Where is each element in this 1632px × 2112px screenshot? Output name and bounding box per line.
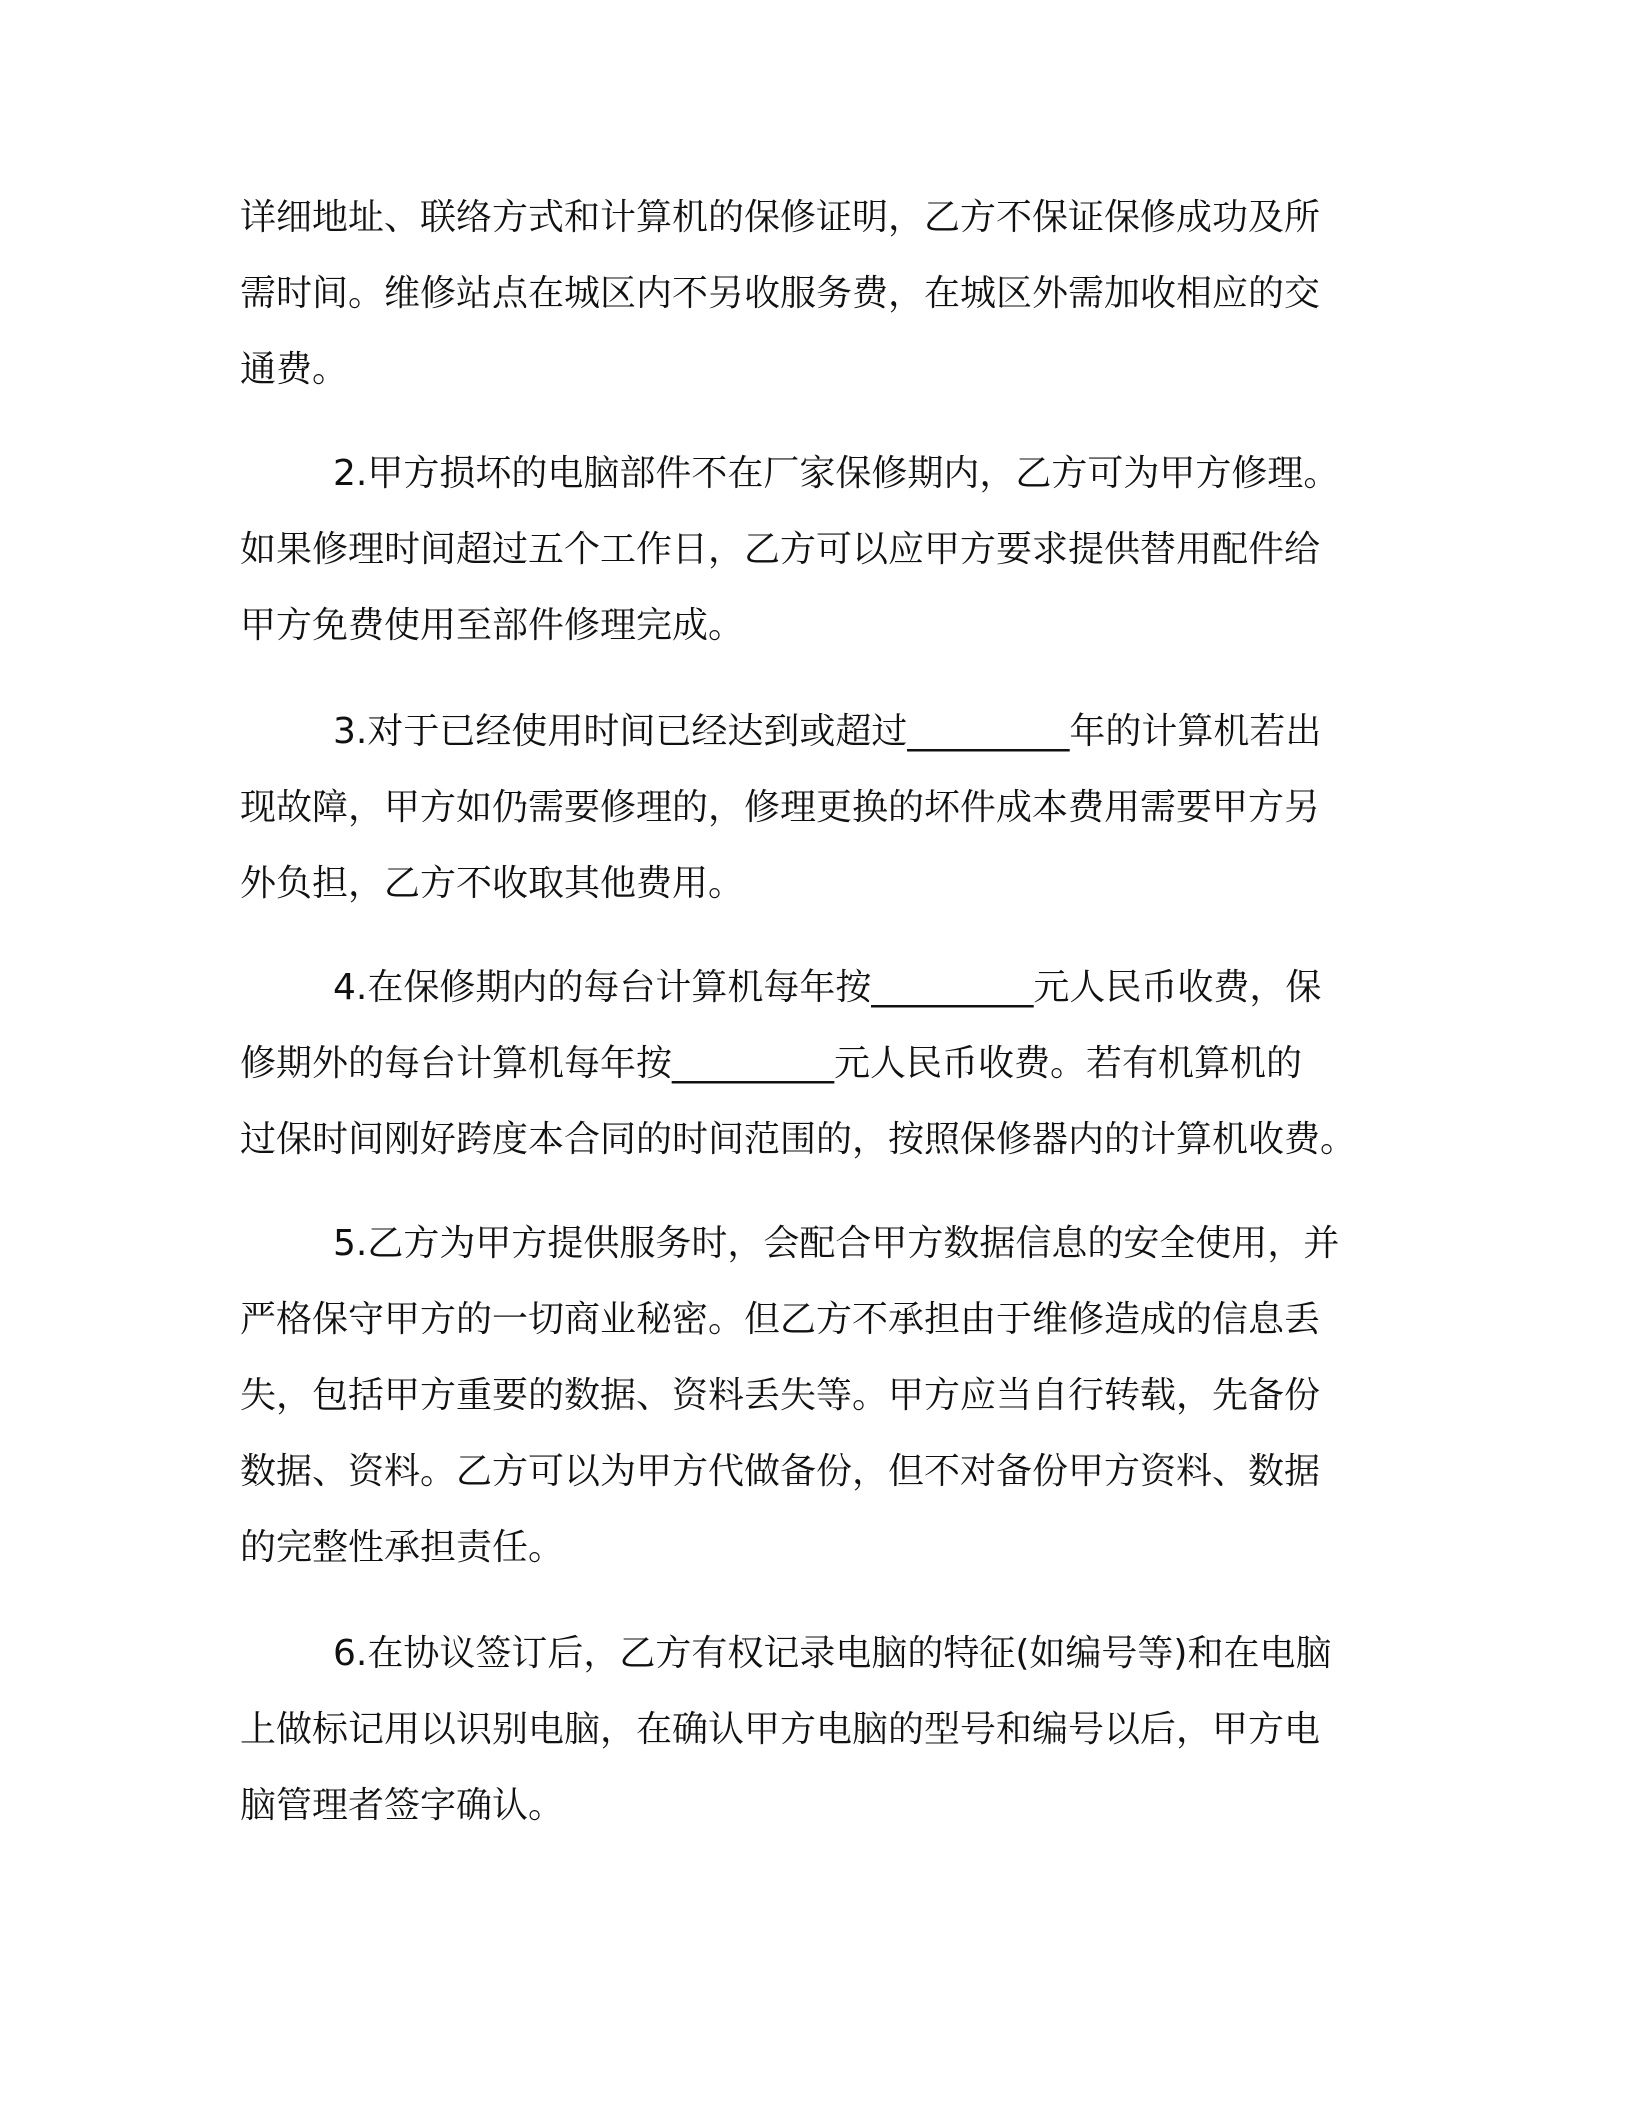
paragraph-5-line-4: 数据、资料。乙方可以为甲方代做备份，但不对备份甲方资料、数据 <box>240 1451 1321 1492</box>
paragraph-6-line-2: 上做标记用以识别电脑，在确认甲方电脑的型号和编号以后，甲方电 <box>240 1709 1321 1750</box>
paragraph-4-line-3: 过保时间刚好跨度本合同的时间范围的，按照保修器内的计算机收费。 <box>240 1119 1357 1160</box>
paragraph-5-line-1: 5.乙方为甲方提供服务时，会配合甲方数据信息的安全使用，并 <box>333 1223 1340 1264</box>
paragraph-4-line-1: 4.在保修期内的每台计算机每年按_________元人民币收费，保 <box>333 967 1322 1008</box>
paragraph-1-line-1: 详细地址、联络方式和计算机的保修证明，乙方不保证保修成功及所 <box>240 197 1321 238</box>
paragraph-4-line-2: 修期外的每台计算机每年按_________元人民币收费。若有机算机的 <box>240 1043 1303 1084</box>
paragraph-6-line-3: 脑管理者签字确认。 <box>240 1785 565 1826</box>
paragraph-5-line-5: 的完整性承担责任。 <box>240 1527 565 1568</box>
paragraph-3-line-1: 3.对于已经使用时间已经达到或超过_________年的计算机若出 <box>333 711 1322 752</box>
paragraph-1-line-3: 通费。 <box>240 349 349 390</box>
paragraph-3-line-2: 现故障，甲方如仍需要修理的，修理更换的坏件成本费用需要甲方另 <box>240 787 1321 828</box>
paragraph-5-line-2: 严格保守甲方的一切商业秘密。但乙方不承担由于维修造成的信息丢 <box>240 1299 1321 1340</box>
paragraph-6-line-1: 6.在协议签订后，乙方有权记录电脑的特征(如编号等)和在电脑 <box>333 1633 1332 1674</box>
paragraph-3-line-3: 外负担，乙方不收取其他费用。 <box>240 863 745 904</box>
paragraph-1-line-2: 需时间。维修站点在城区内不另收服务费，在城区外需加收相应的交 <box>240 273 1321 314</box>
paragraph-2-line-1: 2.甲方损坏的电脑部件不在厂家保修期内，乙方可为甲方修理。 <box>333 453 1340 494</box>
paragraph-2-line-3: 甲方免费使用至部件修理完成。 <box>240 605 745 646</box>
paragraph-2-line-2: 如果修理时间超过五个工作日，乙方可以应甲方要求提供替用配件给 <box>240 529 1321 570</box>
paragraph-5-line-3: 失，包括甲方重要的数据、资料丢失等。甲方应当自行转载，先备份 <box>240 1375 1321 1416</box>
